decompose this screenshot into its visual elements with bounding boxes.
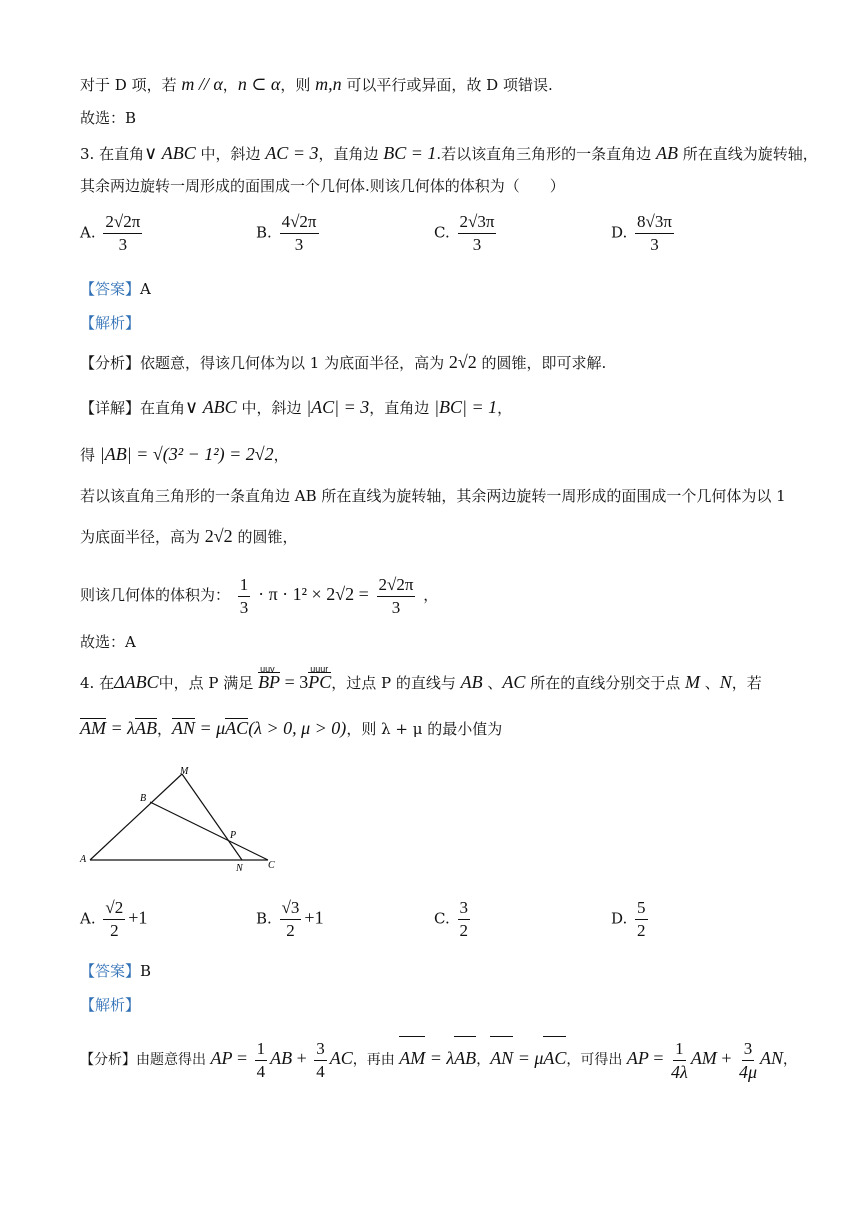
q4-fenxi-line	[80, 1036, 797, 1082]
numerator: 1	[255, 1039, 268, 1061]
option-label: D.	[611, 909, 628, 928]
fraction	[377, 575, 416, 618]
math: (λ > 0, μ > 0)	[248, 718, 347, 738]
q4-stem-line2	[80, 718, 502, 739]
q4-option-d	[611, 898, 651, 941]
q3-fenxi-line	[80, 352, 606, 373]
vector: AB	[270, 1048, 293, 1068]
text: ，则 λ + μ 的最小值为	[346, 720, 503, 738]
q4-answer-line	[80, 961, 151, 981]
text: 的圆锥，	[232, 528, 298, 546]
text: ，则	[280, 76, 316, 94]
numerator: 8√3π	[635, 212, 674, 234]
fraction	[671, 1039, 688, 1082]
numerator: 4√2π	[280, 212, 319, 234]
numerator: 1	[238, 575, 251, 597]
vector: AP	[626, 1048, 649, 1068]
math: m,n	[315, 74, 342, 94]
fraction	[280, 212, 319, 255]
text: 得	[80, 446, 100, 464]
text: 中，斜边	[195, 145, 266, 163]
fraction	[238, 575, 251, 618]
math: ∨ ABC	[185, 397, 237, 417]
denominator: 3	[118, 235, 128, 254]
denominator: 4	[316, 1061, 325, 1081]
text: 【分析】由题意得出	[80, 1052, 211, 1068]
denominator: 3	[239, 597, 249, 617]
text: ，	[423, 586, 439, 604]
text: 中，点 P 满足	[158, 674, 259, 692]
vector-mark: uuur	[310, 664, 329, 674]
vector	[258, 664, 281, 692]
q3-answer-line	[80, 279, 151, 299]
vector: AN	[171, 718, 195, 738]
choice-b-line: 故选：B	[80, 109, 137, 127]
text: 3. 在直角	[80, 145, 145, 163]
numerator: 3	[742, 1039, 755, 1061]
q4-analysis-tag: 【解析】	[80, 996, 141, 1014]
fraction	[103, 898, 125, 941]
fraction	[739, 1039, 757, 1082]
label-m: M	[180, 766, 189, 777]
math: AB	[655, 143, 678, 163]
text: ，	[156, 720, 172, 738]
q3-volume-line	[80, 572, 438, 618]
text: 、	[699, 674, 720, 692]
numerator: √3	[280, 898, 302, 920]
answer-tag: 【答案】	[80, 962, 141, 980]
numerator: 2√2π	[377, 575, 416, 597]
text: ，直角边	[369, 399, 435, 417]
numerator: 1	[673, 1039, 686, 1061]
vector: AP	[210, 1048, 233, 1068]
fraction	[314, 1039, 327, 1082]
q3-de-line	[80, 444, 289, 465]
math: m // α	[181, 74, 223, 94]
numerator: 2√3π	[458, 212, 497, 234]
text: ，	[783, 1052, 798, 1068]
denominator: 3	[391, 597, 401, 617]
label-p: P	[230, 830, 237, 841]
text: ，再由	[352, 1052, 400, 1068]
numerator: 5	[635, 898, 648, 920]
fraction	[103, 212, 142, 255]
q3-option-d	[611, 212, 677, 255]
math: AC	[502, 672, 526, 692]
math: = λ	[425, 1048, 455, 1068]
option-label: B.	[256, 223, 272, 242]
math: 2√2	[448, 352, 477, 372]
math: = 3	[280, 672, 309, 692]
vector: AB	[454, 1036, 476, 1080]
math: BP	[258, 672, 281, 692]
text: 为底面半径，高为	[80, 528, 205, 546]
denominator: 3	[650, 235, 659, 254]
segment-mn	[182, 774, 242, 860]
q3-stem-line2: 其余两边旋转一周形成的面围成一个几何体.则该几何体的体积为（ ）	[80, 177, 565, 195]
math: AB	[460, 672, 483, 692]
math: PC	[308, 672, 332, 692]
text: 对于 D 项，若	[80, 76, 182, 94]
label-b: B	[140, 793, 147, 804]
denominator: 4	[256, 1061, 266, 1081]
option-label: C.	[434, 909, 450, 928]
math: +1	[128, 907, 148, 928]
text: ，	[273, 446, 289, 464]
text: ，可得出	[566, 1052, 627, 1068]
denominator: 3	[472, 235, 482, 254]
numerator: √2	[103, 898, 125, 920]
numerator: 3	[458, 898, 471, 920]
text: 所在直线为旋转轴，	[677, 145, 818, 163]
numerator: 3	[314, 1039, 327, 1061]
math: +1	[304, 907, 324, 928]
fraction	[458, 898, 471, 941]
fraction	[635, 898, 648, 941]
text: ，	[497, 399, 513, 417]
vector: AC	[329, 1048, 353, 1068]
q3-option-a	[80, 212, 145, 255]
text: ，直角边	[318, 145, 384, 163]
vector: AN	[760, 1048, 784, 1068]
q4-stem-line1	[80, 664, 762, 693]
q3-stem-line1	[80, 143, 818, 164]
math: · π · 1² × 2√2 =	[258, 584, 369, 604]
q3-option-b	[256, 212, 322, 255]
fraction	[280, 898, 302, 941]
math: |BC| = 1	[434, 397, 498, 417]
text: 【分析】依题意，得该几何体为以 1 为底面半径，高为	[80, 354, 449, 372]
vector: AM	[80, 718, 106, 738]
vector: AM	[690, 1048, 717, 1068]
math: |AC| = 3	[306, 397, 370, 417]
text: ，	[476, 1052, 491, 1068]
math: =	[232, 1048, 252, 1068]
d-item-line	[80, 74, 553, 95]
vector	[308, 664, 332, 692]
option-label: C.	[434, 223, 450, 242]
q4-option-c	[434, 898, 473, 941]
math: AC = 3	[265, 143, 319, 163]
fraction	[255, 1039, 268, 1082]
math: N	[719, 672, 732, 692]
option-label: A.	[80, 909, 96, 928]
triangle-figure	[78, 764, 288, 876]
text: .若以该直角三角形的一条直角边	[436, 145, 656, 163]
text: 所在的直线分别交于点	[525, 674, 685, 692]
math: n ⊂ α	[237, 74, 281, 94]
denominator: 2	[110, 921, 119, 940]
math: +	[292, 1048, 312, 1068]
text: 的圆锥，即可求解.	[476, 354, 607, 372]
q4-option-b	[256, 898, 324, 941]
vector: AN	[490, 1036, 513, 1080]
math: = λ	[106, 718, 135, 738]
segment-am	[90, 774, 182, 860]
denominator: 2	[286, 921, 295, 940]
answer-tag: 【答案】	[80, 280, 141, 298]
vector: AC	[225, 718, 249, 738]
option-label: D.	[611, 223, 628, 242]
text: 【详解】在直角	[80, 399, 186, 417]
option-label: B.	[256, 909, 272, 928]
q3-option-c	[434, 212, 499, 255]
math: = μ	[194, 718, 226, 738]
answer-value: A	[140, 280, 151, 298]
q3-ruo-line1: 若以该直角三角形的一条直角边 AB 所在直线为旋转轴，其余两边旋转一周形成的面围成一个几何体为以 1	[80, 487, 786, 505]
math: ΔABC	[114, 672, 159, 692]
math: 2√2	[204, 526, 233, 546]
label-a: A	[80, 854, 87, 865]
q3-ruo-line2	[80, 526, 297, 547]
denominator: 3	[294, 235, 304, 254]
math: = μ	[513, 1048, 544, 1068]
vector-mark: uuv	[260, 664, 275, 674]
q3-choice-line: 故选：A	[80, 633, 136, 651]
label-c: C	[268, 860, 275, 871]
segment-bc	[150, 802, 268, 860]
label-n: N	[236, 863, 243, 874]
numerator: 2√2π	[103, 212, 142, 234]
math: M	[684, 672, 700, 692]
vector: AB	[134, 718, 157, 738]
q3-xiangjie-line	[80, 397, 512, 418]
text: 可以平行或异面，故 D 项错误.	[341, 76, 553, 94]
math: BC = 1	[383, 143, 437, 163]
vector: AM	[399, 1036, 425, 1080]
text: 则该几何体的体积为：	[80, 586, 231, 604]
denominator: 4λ	[671, 1061, 688, 1082]
math: ∨ ABC	[144, 143, 196, 163]
math: +	[716, 1048, 736, 1068]
denominator: 4μ	[738, 1061, 758, 1082]
math: =	[648, 1048, 669, 1068]
text: ，若	[731, 674, 762, 692]
fraction	[635, 212, 674, 255]
text: ，过点 P 的直线与	[331, 674, 461, 692]
vector: AC	[543, 1036, 566, 1080]
q4-option-a	[80, 898, 147, 941]
text: ，	[222, 76, 238, 94]
denominator: 2	[459, 921, 468, 940]
text: 中，斜边	[236, 399, 307, 417]
text: 、	[482, 674, 503, 692]
math: |AB| = √(3² − 1²) = 2√2	[99, 444, 274, 464]
answer-value: B	[140, 962, 152, 980]
text: 4. 在	[80, 674, 115, 692]
denominator: 2	[637, 921, 646, 940]
q3-analysis-tag: 【解析】	[80, 314, 141, 332]
fraction	[458, 212, 497, 255]
option-label: A.	[80, 223, 96, 242]
